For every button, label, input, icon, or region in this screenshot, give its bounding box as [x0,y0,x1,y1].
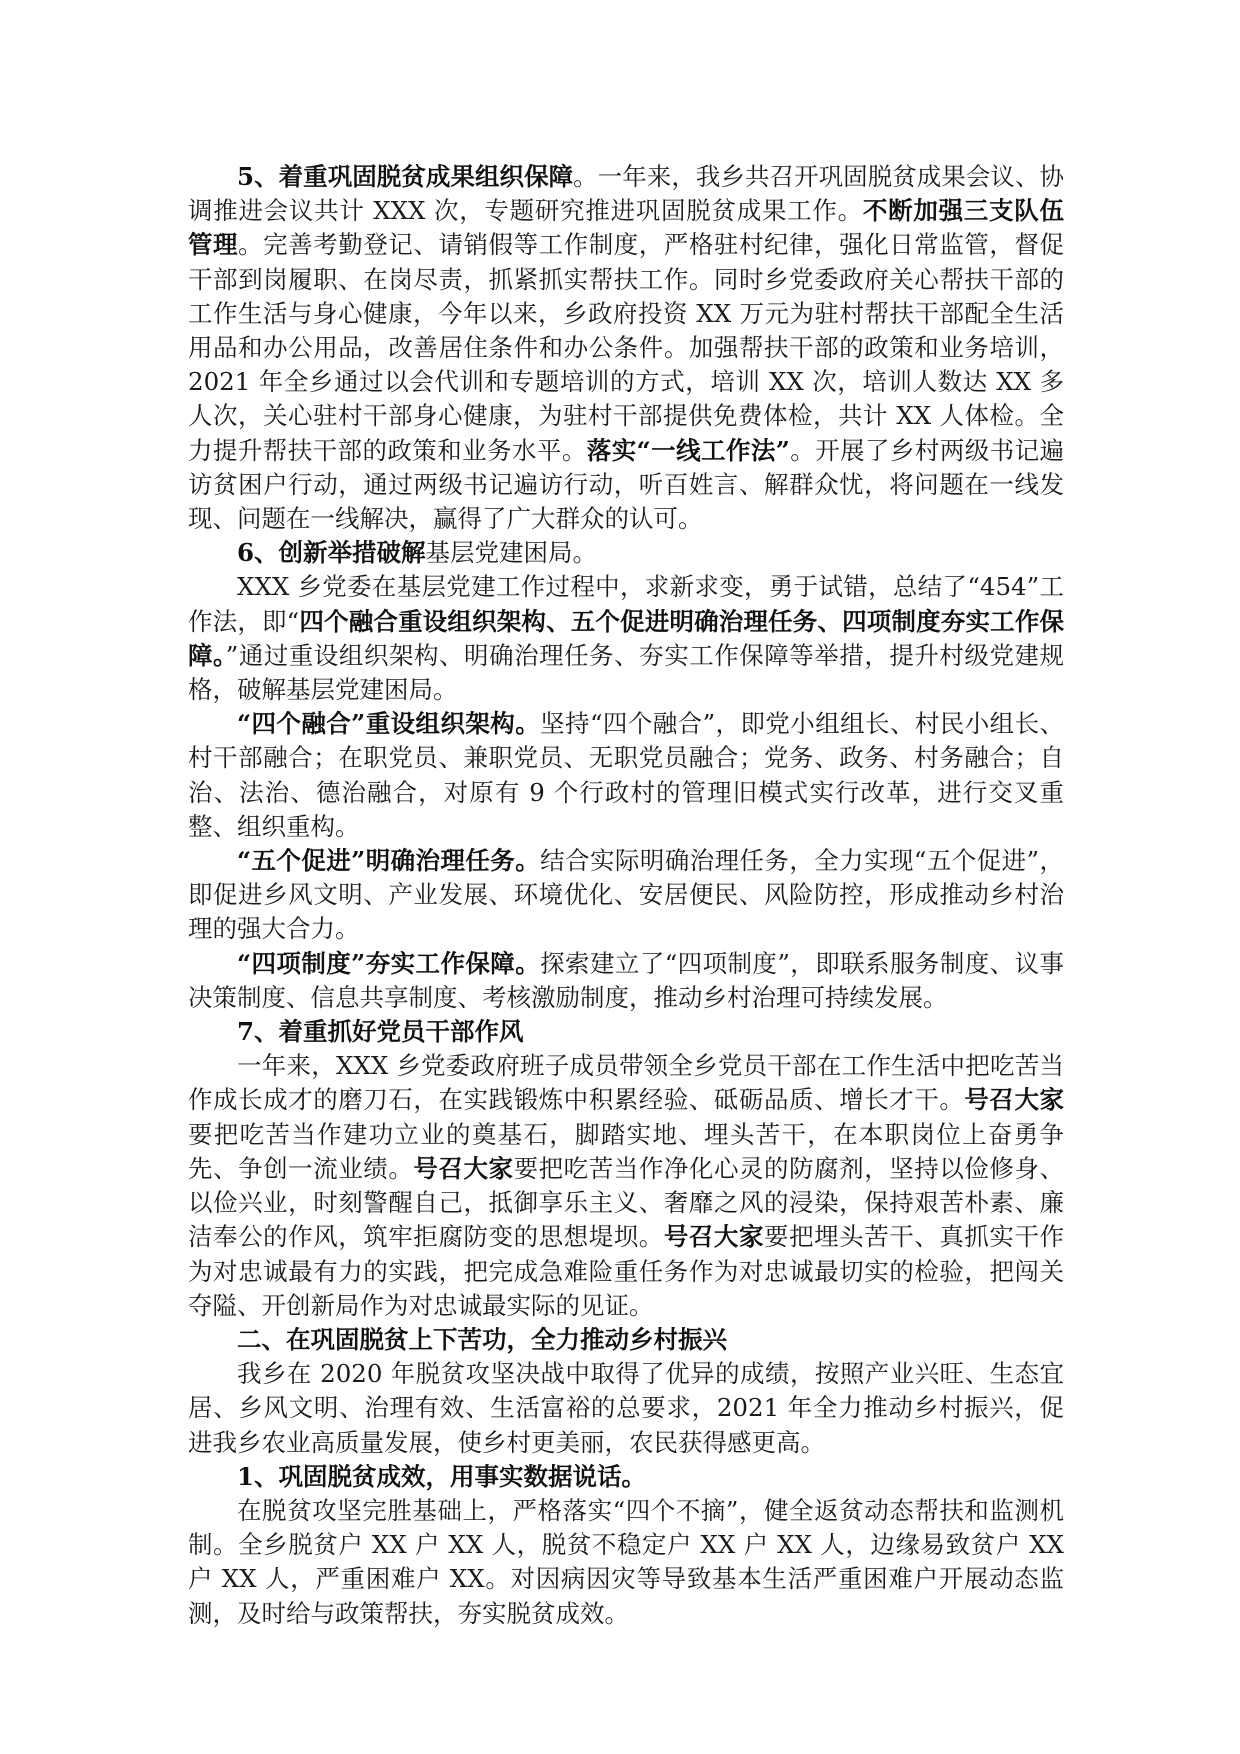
body-text: XXX 乡党委在基层党建工作过程中，求新求变，勇于试错，总结了“454”工作法，即“ [188,572,1064,636]
heading-innovation [188,536,1064,570]
body-text: 坚持“四个融合”，即党小组组长、村民小组长、村干部融合；在职党员、兼职党员、无职党员融合；党务、政务、村务融合；自治、法治、德治融合，对原有 9 个行政村的管理旧模式实行改革，进行交叉重整、组织重构。 [188,709,1064,841]
body-text: 。完善考勤登记、请销假等工作制度，严格驻村纪律，强化日常监管，督促干部到岗履职、在岗尽责，抓紧抓实帮扶工作。同时乡党委政府关心帮扶干部的工作生活与身心健康，今年以来，乡政府投资 XX 万元为驻村帮扶干部配全生活用品和办公用品，改善居住条件和办公条件。加强帮扶干部的政策和业务培训，2021 年全乡通过以会代训和专题培训的方式，培训 XX 次，培训人数达 XX 多人次，关心驻村干部身心健康，为驻村干部提供免费体检，共计 XX 人体检。全力提升帮扶干部的政策和业务水平。 [188,230,1065,465]
heading-section-two [188,1323,1064,1357]
bold-phrase: 5、着重巩固脱贫成果组织保障 [237,162,574,191]
bold-phrase: 号召大家 [663,1222,765,1252]
body-text: 。一年来，我乡共召开巩固脱贫成果会议、协调推进会议共计 XXX 次，专题研究推进巩固脱贫成果工作。 [188,162,1065,226]
body-text: 要把吃苦当作建功立业的奠基石，脚踏实地、埋头苦干，在本职岗位上奋勇争先、争创一流业绩。 [188,1119,1064,1183]
body-text: 我乡在 2020 年脱贫攻坚决战中取得了优异的成绩，按照产业兴旺、生态宜居、乡风文明、治理有效、生活富裕的总要求，2021 年全力推动乡村振兴，促进我乡农业高质量发展，使乡村更美丽，农民获得感更高。 [188,1359,1064,1457]
bold-phrase: “四项制度”夯实工作保障。 [237,948,541,978]
paragraph-five-promotions [188,844,1064,947]
paragraph-monitoring [188,1494,1064,1631]
body-text: 基层党建困局。 [425,538,598,568]
body-text: 要把埋头苦干、真抓实干作为对忠诚最有力的实践，把完成急难险重任务作为对忠诚最切实的检验，把闯关夺隘、开创新局作为对忠诚最实际的见证。 [188,1222,1065,1320]
bold-phrase: “四个融合”重设组织架构。 [237,709,541,739]
bold-phrase: 二、在巩固脱贫上下苦功，全力推动乡村振兴 [237,1324,727,1354]
body-text: 一年来，XXX 乡党委政府班子成员带领全乡党员干部在工作生活中把吃苦当作成长成才的磨刀石，在实践锻炼中积累经验、砥砺品质、增长才干。 [188,1051,1064,1115]
body-text: 要把吃苦当作净化心灵的防腐剂，坚持以俭修身、以俭兴业，时刻警醒自己，抵御享乐主义、奢靡之风的浸染，保持艰苦朴素、廉洁奉公的作风，筑牢拒腐防变的思想堤坝。 [188,1153,1065,1252]
bold-phrase: “五个促进”明确治理任务。 [237,846,541,876]
bold-phrase: 7、着重抓好党员干部作风 [237,1017,524,1047]
body-text: 。开展了乡村两级书记遍访贫困户行动，通过两级书记遍访行动，听百姓言、解群众忧，将问题在一线发现、问题在一线解决，赢得了广大群众的认可。 [188,435,1065,534]
paragraph-454-method [188,570,1064,707]
paragraph-rural-revitalization [188,1357,1064,1460]
bold-phrase: 6、创新举措破解 [237,538,426,568]
body-text: 探索建立了“四项制度”，即联系服务制度、议事决策制度、信息共享制度、考核激励制度，推动乡村治理可持续发展。 [188,948,1064,1012]
bold-phrase: 号召大家 [964,1085,1065,1115]
heading-consolidate-results [188,1460,1064,1494]
body-text: ”通过重设组织架构、明确治理任务、夯实工作保障等举措，提升村级党建规格，破解基层党建困局。 [188,640,1064,705]
body-text: 在脱贫攻坚完胜基础上，严格落实“四个不摘”，健全返贫动态帮扶和监测机制。全乡脱贫户 XX 户 XX 人，脱贫不稳定户 XX 户 XX 人，边缘易致贫户 XX 户 XX 人，严重困难户 XX。对因病因灾等导致基本生活严重困难户开展动态监测，及时给与政策帮扶，夯实脱贫成效。 [188,1495,1064,1628]
body-text: 结合实际明确治理任务，全力实现“五个促进”，即促进乡风文明、产业发展、环境优化、安居便民、风险防控，形成推动乡村治理的强大合力。 [188,846,1064,944]
document-page [188,160,1064,1631]
heading-work-style [188,1015,1064,1049]
paragraph-organization-guarantee [188,160,1064,536]
bold-phrase: 四个融合重设组织架构、五个促进明确治理任务、四项制度夯实工作保障。 [188,606,1065,670]
paragraph-four-systems [188,947,1064,1015]
bold-phrase: 落实“一线工作法” [586,435,790,465]
paragraph-four-integrations [188,707,1064,844]
bold-phrase: 号召大家 [413,1153,514,1183]
bold-phrase: 不断加强三支队伍管理 [188,196,1065,260]
bold-phrase: 1、巩固脱贫成效，用事实数据说话。 [237,1461,647,1491]
paragraph-work-style [188,1049,1064,1323]
